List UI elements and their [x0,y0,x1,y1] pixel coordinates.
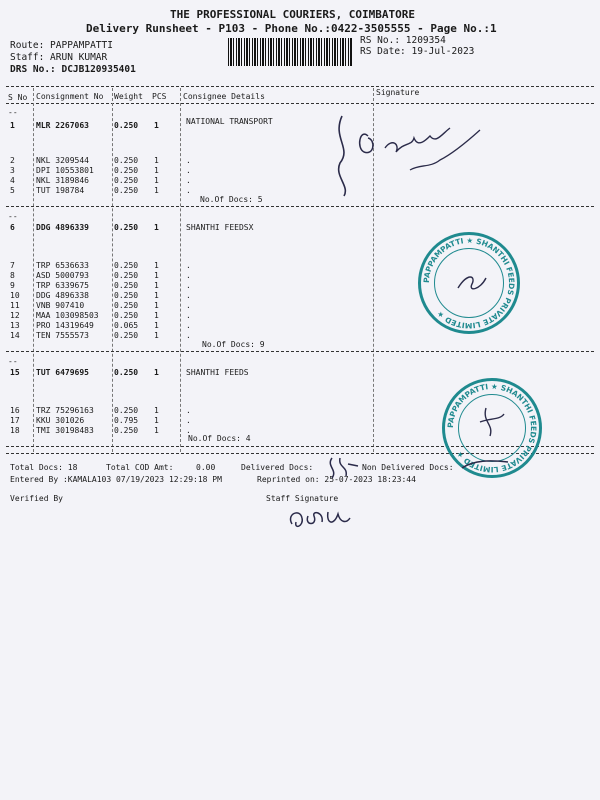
row-consignment: DDG 4896338 [36,291,89,300]
row-weight: 0.065 [114,321,139,330]
row-consignment: NKL 3189846 [36,176,89,185]
row-consignee-dot: . [186,426,191,435]
row-weight: 0.250 [114,311,139,320]
row-weight: 0.250 [114,301,139,310]
row-consignee-dot: . [186,311,191,320]
row-consignee-dot: . [186,321,191,330]
row-sno: 8 [10,271,15,280]
row-weight: 0.250 [114,121,139,130]
row-sno: 4 [10,176,15,185]
row-consignee-dot: . [186,176,191,185]
svg-text:PAPPAMPATTI ★ SHANTHI FEEDS PR: PAPPAMPATTI ★ SHANTHI FEEDS PRIVATE LIMITED ★ [445,381,539,475]
row-consignment: VNB 907410 [36,301,85,310]
row-pcs: 1 [154,301,159,310]
verified-by: Verified By [10,494,63,503]
docs-count: No.Of Docs: 4 [188,434,251,443]
docs-count: No.Of Docs: 9 [202,340,265,349]
row-sno: 6 [10,223,15,232]
row-consignee-dot: . [186,261,191,270]
row-sno: 18 [10,426,20,435]
stamp-lettering [418,232,520,334]
reprinted-on: Reprinted on: 25-07-2023 18:23:44 [257,475,416,484]
col-consignment: Consignment No [36,92,104,101]
total-docs: Total Docs: 18 [10,463,78,472]
row-sno: 3 [10,166,15,175]
consignee-name: SHANTHI FEEDS [186,368,249,377]
row-weight: 0.250 [114,291,139,300]
row-consignment: MLR 2267063 [36,121,89,130]
row-consignment: DDG 4896339 [36,223,89,232]
staff-signature [284,504,354,534]
row-consignee-dot: . [186,291,191,300]
row-sno: 9 [10,281,15,290]
row-consignment: ASD 5000793 [36,271,89,280]
group-marker: -- [8,357,18,366]
row-sno: 14 [10,331,20,340]
row-pcs: 1 [154,291,159,300]
row-sno: 16 [10,406,20,415]
row-consignee-dot: . [186,156,191,165]
row-pcs: 1 [154,368,159,377]
row-consignment: NKL 3209544 [36,156,89,165]
row-sno: 12 [10,311,20,320]
row-consignee-dot: . [186,271,191,280]
row-sno: 11 [10,301,20,310]
row-pcs: 1 [154,166,159,175]
row-sno: 1 [10,121,15,130]
row-consignment: TEN 7555573 [36,331,89,340]
consignee-name: SHANTHI FEEDSX [186,223,254,232]
entered-by: Entered By :KAMALA103 07/19/2023 12:29:18 PM [10,475,222,484]
row-consignee-dot: . [186,186,191,195]
drs-label: DRS No.: DCJB120935401 [10,64,136,75]
row-consignee-dot: . [186,406,191,415]
row-consignee-dot: . [186,166,191,175]
column-separator [33,88,34,452]
col-consignee: Consignee Details [183,92,265,101]
row-weight: 0.250 [114,368,139,377]
row-consignment: DPI 10553801 [36,166,94,175]
row-weight: 0.250 [114,331,139,340]
handwritten-signature [330,108,500,198]
row-consignment: MAA 103098503 [36,311,99,320]
group-divider [6,206,594,207]
row-pcs: 1 [154,176,159,185]
row-consignment: TUT 198784 [36,186,85,195]
row-weight: 0.250 [114,186,139,195]
row-consignee-dot: . [186,301,191,310]
non-delivered-mark [460,454,510,474]
row-sno: 2 [10,156,15,165]
row-consignment: TRP 6339675 [36,281,89,290]
row-consignment: TRP 6536633 [36,261,89,270]
row-pcs: 1 [154,261,159,270]
staff-signature-label: Staff Signature [266,494,339,503]
non-delivered-docs: Non Delivered Docs: [362,463,454,472]
row-consignment: TUT 6479695 [36,368,89,377]
row-weight: 0.250 [114,271,139,280]
group-marker: -- [8,212,18,221]
row-consignment: TMI 30198483 [36,426,94,435]
total-cod-value: 0.00 [196,463,216,472]
row-consignee-dot: . [186,281,191,290]
row-pcs: 1 [154,156,159,165]
row-consignment: TRZ 75296163 [36,406,94,415]
row-sno: 17 [10,416,20,425]
group-marker: -- [8,108,18,117]
runsheet-title: Delivery Runsheet - P103 - Phone No.:0422-3505555 - Page No.:1 [86,22,497,35]
row-weight: 0.250 [114,223,139,232]
row-pcs: 1 [154,426,159,435]
svg-text:PAPPAMPATTI ★ SHANTHI FEEDS PR: PAPPAMPATTI ★ SHANTHI FEEDS PRIVATE LIMITED ★ [421,235,517,331]
row-consignee-dot: . [186,331,191,340]
group-divider [6,351,594,352]
divider [6,86,594,87]
col-weight: Weight [114,92,143,101]
total-cod-label: Total COD Amt: [106,463,174,472]
row-weight: 0.795 [114,416,139,425]
row-consignee-dot: . [186,416,191,425]
row-weight: 0.250 [114,261,139,270]
row-pcs: 1 [154,331,159,340]
row-weight: 0.250 [114,406,139,415]
column-separator [180,88,181,452]
row-pcs: 1 [154,321,159,330]
delivered-signature [318,454,368,480]
row-sno: 13 [10,321,20,330]
row-pcs: 1 [154,281,159,290]
row-consignment: PRO 14319649 [36,321,94,330]
col-signature: Signature [376,88,420,97]
row-consignment: KKU 301026 [36,416,85,425]
docs-count: No.Of Docs: 5 [200,195,263,204]
row-pcs: 1 [154,406,159,415]
row-weight: 0.250 [114,166,139,175]
row-pcs: 1 [154,271,159,280]
row-pcs: 1 [154,121,159,130]
rs-date: RS Date: 19-Jul-2023 [360,46,475,57]
staff-label: Staff: ARUN KUMAR [10,52,108,63]
barcode [228,38,353,66]
divider [6,103,594,104]
row-weight: 0.250 [114,281,139,290]
row-pcs: 1 [154,186,159,195]
column-separator [112,88,113,452]
row-pcs: 1 [154,311,159,320]
row-sno: 5 [10,186,15,195]
route-label: Route: PAPPAMPATTI [10,40,113,51]
col-pcs: PCS [152,92,167,101]
row-weight: 0.250 [114,426,139,435]
consignee-name: NATIONAL TRANSPORT [186,117,273,126]
row-weight: 0.250 [114,176,139,185]
delivered-docs: Delivered Docs: [241,463,314,472]
row-sno: 15 [10,368,20,377]
row-sno: 10 [10,291,20,300]
row-pcs: 1 [154,416,159,425]
company-title: THE PROFESSIONAL COURIERS, COIMBATORE [170,8,416,21]
rs-number: RS No.: 1209354 [360,35,446,46]
row-weight: 0.250 [114,156,139,165]
col-sno: S No [8,93,28,102]
row-sno: 7 [10,261,15,270]
row-pcs: 1 [154,223,159,232]
